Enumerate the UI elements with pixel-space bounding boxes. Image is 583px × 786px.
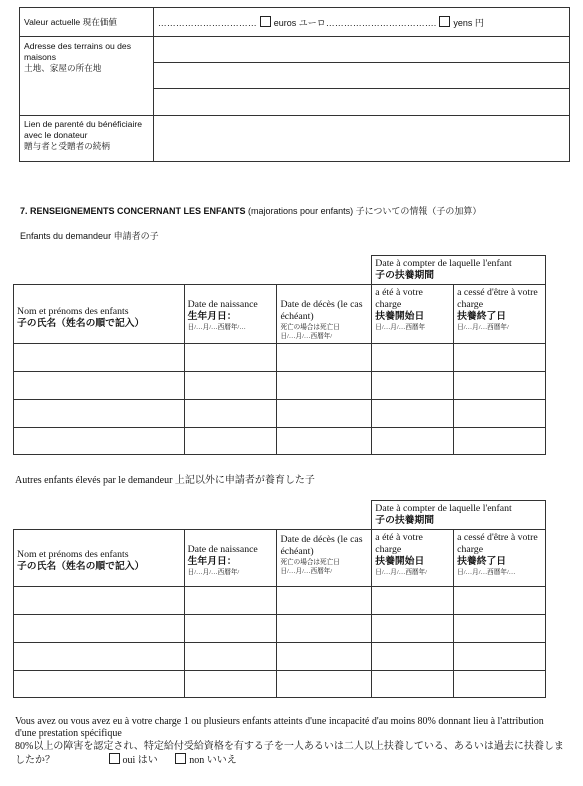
- cell[interactable]: [454, 400, 546, 428]
- cell[interactable]: [277, 587, 372, 615]
- adresse-line-1[interactable]: [153, 37, 569, 63]
- t1-col-end-fr: a cessé d'être à votre charge: [457, 287, 538, 310]
- table2-group-header: [372, 501, 546, 530]
- adresse-line-2[interactable]: [153, 63, 569, 89]
- t2-col-birth-fr: Date de naissance: [187, 544, 258, 555]
- question-jp-text: 80%以上の障害を認定され、特定給付受給資格を有する子を一人あるいは二人以上扶養している、あるいは過去に扶養しましたか？: [15, 741, 564, 766]
- t1-col-birth-jp: 生年月日：: [187, 311, 237, 322]
- table-row: [14, 372, 546, 400]
- t2-col-end-jp: 扶養終了日: [457, 556, 507, 567]
- cell[interactable]: [372, 428, 454, 455]
- cell[interactable]: [372, 344, 454, 372]
- t2-col-birth-jp: 生年月日：: [187, 556, 237, 567]
- t2-col-death-fr: Date de décès (le cas échéant): [280, 534, 363, 557]
- cell[interactable]: [454, 587, 546, 615]
- cell[interactable]: [454, 344, 546, 372]
- dots-2: ……………………………….: [325, 17, 437, 28]
- cell[interactable]: [372, 587, 454, 615]
- t2-col-start-fmt: 日/…月/…西暦年/: [375, 569, 427, 576]
- lien-label-jp: 贈与者と受贈者の続柄: [24, 141, 110, 151]
- cell[interactable]: [14, 428, 185, 455]
- lien-field[interactable]: [153, 116, 569, 162]
- table-row: [14, 615, 546, 643]
- table-row: [14, 344, 546, 372]
- cell[interactable]: [184, 372, 277, 400]
- euros-label: euros ユーロ: [273, 17, 326, 28]
- t1-col-death-jp: 死亡の場合は死亡日: [280, 324, 340, 331]
- table2-caption: Autres enfants élevés par le demandeur 上記以外に申請者が養育した子: [15, 475, 315, 486]
- cell[interactable]: [14, 643, 185, 671]
- t2-col-name: [14, 530, 185, 587]
- lien-label: [20, 116, 154, 162]
- table1-group-fr: Date à compter de laquelle l'enfant: [375, 258, 512, 269]
- cell[interactable]: [277, 372, 372, 400]
- t1-col-start-fr: a été à votre charge: [375, 287, 423, 310]
- cell[interactable]: [184, 344, 277, 372]
- yens-checkbox[interactable]: [439, 16, 450, 27]
- t2-col-death: [277, 530, 372, 587]
- table-row: [14, 587, 546, 615]
- t2-col-name-fr: Nom et prénoms des enfants: [17, 549, 129, 560]
- cell[interactable]: [277, 344, 372, 372]
- oui-option[interactable]: [106, 755, 158, 766]
- cell[interactable]: [184, 587, 277, 615]
- cell[interactable]: [277, 400, 372, 428]
- cell[interactable]: [372, 615, 454, 643]
- table-row: [14, 643, 546, 671]
- oui-checkbox[interactable]: [109, 753, 120, 764]
- cell[interactable]: [14, 372, 185, 400]
- cell[interactable]: [14, 400, 185, 428]
- cell[interactable]: [184, 428, 277, 455]
- oui-label: oui はい: [122, 755, 158, 766]
- yens-label: yens 円: [453, 17, 484, 28]
- cell[interactable]: [277, 671, 372, 698]
- table2-group-jp: 子の扶養期間: [375, 515, 435, 526]
- t2-col-name-jp: 子の氏名（姓名の順で記入）: [17, 561, 145, 572]
- t2-col-death-fmt: 日/…月/…西暦年/: [280, 568, 333, 575]
- cell[interactable]: [184, 615, 277, 643]
- t1-col-birth-fmt: 日/…月/…西暦年/…: [187, 324, 246, 331]
- cell[interactable]: [454, 372, 546, 400]
- property-table: [19, 7, 570, 162]
- table-row: [14, 428, 546, 455]
- valeur-field[interactable]: [153, 8, 569, 37]
- cell[interactable]: [14, 671, 185, 698]
- t1-col-death-fmt: 日/…月/…西暦年/: [280, 333, 333, 340]
- valeur-label: Valeur actuelle 現在価値: [20, 8, 154, 37]
- section-7-title-rest: (majorations pour enfants) 子についての情報（子の加算）: [245, 206, 482, 216]
- disability-question: [15, 716, 567, 767]
- t2-col-end: [454, 530, 546, 587]
- section-7-title-bold: 7. RENSEIGNEMENTS CONCERNANT LES ENFANTS: [20, 206, 246, 216]
- table2-group-fr: Date à compter de laquelle l'enfant: [375, 503, 512, 514]
- t1-col-birth-fr: Date de naissance: [187, 299, 258, 310]
- question-fr: Vous avez ou vous avez eu à votre charge 1 ou plusieurs enfants atteints d'une incapacité d'au moins 80% donnant lieu à l'attribution d'une prestation spécifique: [15, 716, 544, 739]
- table1-caption: Enfants du demandeur 申請者の子: [20, 231, 159, 241]
- cell[interactable]: [184, 671, 277, 698]
- adresse-line-3[interactable]: [153, 89, 569, 116]
- t2-col-start-jp: 扶養開始日: [375, 556, 425, 567]
- t2-col-end-fmt: 日/…月/…西暦年/…: [457, 569, 516, 576]
- t1-col-start: [372, 285, 454, 344]
- cell[interactable]: [372, 372, 454, 400]
- cell[interactable]: [372, 400, 454, 428]
- t1-col-start-jp: 扶養開始日: [375, 311, 425, 322]
- cell[interactable]: [14, 615, 185, 643]
- non-checkbox[interactable]: [175, 753, 186, 764]
- table-row: [14, 400, 546, 428]
- cell[interactable]: [184, 643, 277, 671]
- t1-col-name: [14, 285, 185, 344]
- t2-col-end-fr: a cessé d'être à votre charge: [457, 532, 538, 555]
- table1-blank: [14, 256, 372, 285]
- cell[interactable]: [277, 615, 372, 643]
- t2-col-death-jp: 死亡の場合は死亡日: [280, 559, 340, 566]
- cell[interactable]: [372, 643, 454, 671]
- t2-col-birth: [184, 530, 277, 587]
- t2-col-birth-fmt: 日/…月/…西暦年/: [187, 569, 240, 576]
- euros-checkbox[interactable]: [260, 16, 271, 27]
- cell[interactable]: [184, 400, 277, 428]
- adresse-label-jp: 土地、家屋の所在地: [24, 63, 102, 73]
- t2-col-start: [372, 530, 454, 587]
- cell[interactable]: [454, 615, 546, 643]
- cell[interactable]: [372, 671, 454, 698]
- cell[interactable]: [277, 428, 372, 455]
- table1-group-jp: 子の扶養期間: [375, 270, 435, 281]
- adresse-label: [20, 37, 154, 116]
- t1-col-name-fr: Nom et prénoms des enfants: [17, 306, 129, 317]
- children-table: [13, 255, 546, 455]
- dots-1: ……………………………: [157, 17, 257, 28]
- table-row: [14, 671, 546, 698]
- adresse-label-fr: Adresse des terrains ou des maisons: [24, 41, 132, 62]
- section-7-title: [20, 204, 481, 217]
- non-label: non いいえ: [189, 755, 237, 766]
- cell[interactable]: [14, 587, 185, 615]
- lien-label-fr: Lien de parenté du bénéficiaire avec le donateur: [24, 119, 143, 140]
- t1-col-birth: [184, 285, 277, 344]
- non-option[interactable]: [172, 755, 237, 766]
- table1-group-header: [372, 256, 546, 285]
- cell[interactable]: [454, 671, 546, 698]
- question-jp: [15, 741, 567, 767]
- t1-col-end-fmt: 日/…月/…西暦年/: [457, 324, 509, 331]
- cell[interactable]: [14, 344, 185, 372]
- t1-col-end: [454, 285, 546, 344]
- t1-col-end-jp: 扶養終了日: [457, 311, 507, 322]
- cell[interactable]: [277, 643, 372, 671]
- t1-col-death: [277, 285, 372, 344]
- table2-blank: [14, 501, 372, 530]
- t1-col-death-fr: Date de décès (le cas échéant): [280, 299, 363, 322]
- t2-col-start-fr: a été à votre charge: [375, 532, 423, 555]
- cell[interactable]: [454, 643, 546, 671]
- t1-col-name-jp: 子の氏名（姓名の順で記入）: [17, 318, 145, 329]
- cell[interactable]: [454, 428, 546, 455]
- t1-col-start-fmt: 日/…月/…西暦年: [375, 324, 426, 331]
- other-children-table: [13, 500, 546, 698]
